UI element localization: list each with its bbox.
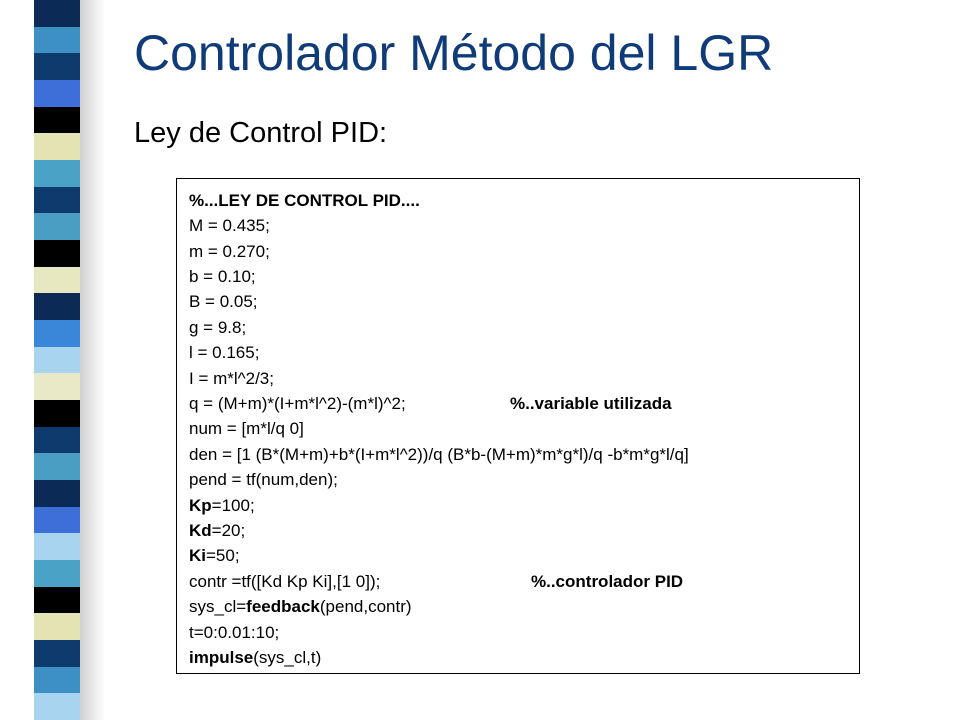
code-keyword-feedback: feedback: [246, 597, 320, 616]
code-comment-controlador: %..controlador PID: [531, 572, 684, 591]
stripe-segment: [34, 0, 80, 27]
stripe-segment: [34, 453, 80, 480]
code-line-b: b = 0.10;: [189, 267, 256, 286]
stripe-segment: [34, 133, 80, 160]
stripe-segment: [34, 27, 80, 54]
stripe-segment: [34, 667, 80, 694]
code-line-g: g = 9.8;: [189, 318, 247, 337]
code-line-M: M = 0.435;: [189, 216, 270, 235]
code-line-m: m = 0.270;: [189, 242, 270, 261]
stripe-segment: [34, 613, 80, 640]
stripe-segment: [34, 160, 80, 187]
stripe-segment: [34, 427, 80, 454]
stripe-shadow: [80, 0, 105, 720]
decorative-stripe: [34, 0, 80, 720]
code-keyword-kd: Kd: [189, 521, 212, 540]
code-args-impulse: (sys_cl,t): [253, 648, 322, 667]
stripe-segment: [34, 80, 80, 107]
stripe-segment: [34, 213, 80, 240]
stripe-segment: [34, 560, 80, 587]
stripe-segment: [34, 507, 80, 534]
stripe-segment: [34, 587, 80, 614]
code-line-t: t=0:0.01:10;: [189, 623, 280, 642]
stripe-segment: [34, 480, 80, 507]
code-keyword-ki: Ki: [189, 546, 206, 565]
slide-subtitle: Ley de Control PID:: [134, 117, 388, 149]
code-line-impulse: [189, 648, 321, 668]
stripe-segment: [34, 347, 80, 374]
code-line-kp: [189, 496, 255, 516]
code-line-den: den = [1 (B*(M+m)+b*(I+m*l^2))/q (B*b-(M+m)*m*g*l)/q -b*m*g*l/q]: [189, 445, 689, 464]
stripe-segment: [34, 240, 80, 267]
stripe-segment: [34, 640, 80, 667]
code-line-header: %...LEY DE CONTROL PID....: [189, 191, 420, 210]
stripe-segment: [34, 267, 80, 294]
code-keyword-impulse: impulse: [189, 648, 254, 667]
code-line-I: I = m*l^2/3;: [189, 369, 274, 388]
code-line-q: q = (M+m)*(I+m*l^2)-(m*l)^2;: [189, 394, 406, 413]
code-line-num: num = [m*l/q 0]: [189, 419, 304, 438]
code-line-B: B = 0.05;: [189, 292, 258, 311]
code-value-kp: =100;: [211, 496, 255, 515]
stripe-segment: [34, 53, 80, 80]
code-box: [176, 178, 860, 674]
stripe-segment: [34, 320, 80, 347]
stripe-segment: [34, 187, 80, 214]
code-value-ki: =50;: [206, 546, 240, 565]
code-comment-variable: %..variable utilizada: [510, 394, 672, 413]
stripe-segment: [34, 107, 80, 134]
code-line-pend: pend = tf(num,den);: [189, 470, 338, 489]
stripe-segment: [34, 400, 80, 427]
code-line-contr: contr =tf([Kd Kp Ki],[1 0]);: [189, 572, 381, 591]
stripe-segment: [34, 373, 80, 400]
stripe-segment: [34, 533, 80, 560]
code-value-kd: =20;: [211, 521, 246, 540]
code-line-l: l = 0.165;: [189, 343, 260, 362]
slide-title: Controlador Método del LGR: [134, 25, 774, 81]
stripe-segment: [34, 693, 80, 720]
code-keyword-kp: Kp: [189, 496, 212, 515]
code-line-kd: [189, 521, 245, 541]
stripe-segment: [34, 293, 80, 320]
code-line-ki: [189, 546, 240, 566]
code-args-feedback: (pend,contr): [319, 597, 412, 616]
code-assign-sys-cl: sys_cl=: [189, 597, 247, 616]
code-line-sys-cl: [189, 597, 412, 617]
